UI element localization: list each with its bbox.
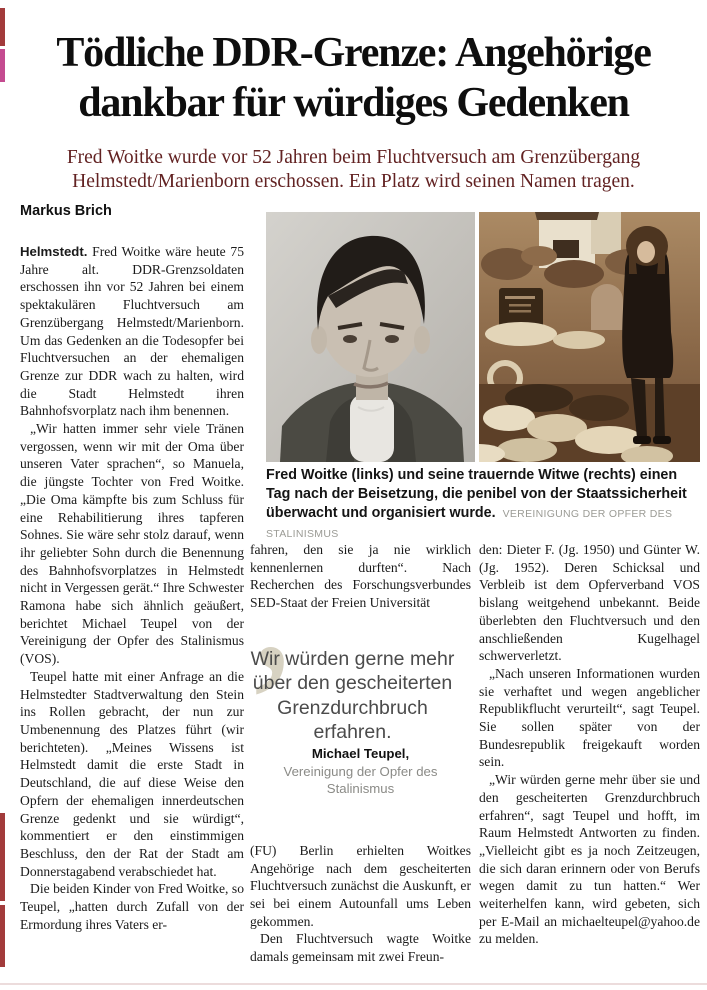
paragraph: (FU) Berlin erhielten Woitkes Angehörige nach dem gescheiterten Fluchtversuch zunächst die Auskunft, er sei bei einem Autounfall ums Leben gekommen. — [250, 842, 471, 929]
dateline: Helmstedt. — [20, 244, 88, 259]
edge-mark-magenta — [0, 49, 5, 82]
paragraph: fahren, den sie ja nie wirklich kennenlernen durften“. Nach Recherchen des Forschungsverbundes SED-Staat der Freien Universität — [250, 542, 471, 611]
article-column-2 — [250, 541, 471, 987]
byline: Markus Brich — [20, 203, 112, 219]
article-photo — [266, 212, 700, 462]
paragraph: Teupel hatte mit einer Anfrage an die Helmstedter Stadtverwaltung den Stein ins Rollen gebracht, der nun zur Umbenennung des Platzes führt (wir berichteten). „Meines Wissens ist Helmstedt damit die erste Stadt in Deutschland, die auf diese Weise den Opfern der ehemaligen innerdeutschen Grenze gedenkt und sie würdigt“, kommentiert er den einstimmigen Beschluss, den der Rat der Stadt am Donnerstagabend verabschiedet hat. — [20, 668, 244, 879]
photo-portrait-fred-woitke — [266, 212, 475, 462]
paragraph: den: Dieter F. (Jg. 1950) und Günter W. (Jg. 1952). Deren Schicksal und Verbleib ist dem Opferverband VOS bislang weitgehend unbekannt. Beide überlebten den Fluchtversuch und den anschließenden Kugelhagel schwerverletzt. — [479, 542, 700, 664]
article-column-1 — [20, 243, 244, 985]
paragraph-text: Fred Woitke wäre heute 75 Jahre alt. DDR-Grenzsoldaten erschossen ihn vor 52 Jahren bei einem spektakulären Fluchtversuch am Grenzübergang Helmstedt/Marienborn. Um das Gedenken an die Todesopfer bei Fluchtversuchen an der ehemaligen Grenze zur DDR wach zu halten, wird die Stadt Helmstedt ihren Bahnhofsvorplatz nach ihm benennen. — [20, 244, 244, 419]
edge-mark-red-top — [0, 8, 5, 46]
paragraph: Den Fluchtversuch wagte Woitke damals gemeinsam mit zwei Freun- — [250, 931, 471, 965]
paragraph: „Nach unseren Informationen wurden sie verhaftet und wegen angeblicher Republikflucht verurteilt“, sagt Teupel. Sie sollen später von der Bundesrepublik freigekauft worden sein. — [479, 665, 700, 770]
paragraph: „Wir hatten immer sehr viele Tränen vergossen, wenn wir mit der Oma über unseren Vater sprachen“, so Manuela, die jüngste Tochter von Fred Woitke. „Die Oma kämpfte bis zum Schluss für eine Rehabilitierung ihres tapferen Sohnes. Sie wäre sehr stolz darauf, wenn ihr geliebter Sohn durch die Benennung des Bahnhofsvorplatzes in Helmstedt nicht in Vergessen gerät.“ Ihre Schwester Ramona habe sich ähnlich geäußert, berichtet Michael Teupel von der Vereinigung der Opfer des Stalinismus (VOS). — [20, 421, 244, 667]
edge-mark-red-mid — [0, 813, 5, 901]
paragraph: „Wir würden gerne mehr über sie und den gescheiterten Grenzdurchbruch erfahren“, sagt Teupel und hofft, im Raum Helmstedt Antworten zu finden. „Vielleicht gibt es ja noch Zeitzeugen, die sich daran erinnern oder von Berufs wegen damit zu tun hatten.“ Wer weiterhelfen kann, wird gebeten, sich per E-Mail an michaelteupel@yahoo.de zu melden. — [479, 772, 700, 947]
pull-quote-text: Wir würden gerne mehr über den gescheiterten Grenzdurchbruch erfahren. — [250, 647, 455, 744]
photo-widow-at-grave — [479, 212, 700, 462]
article-column-3 — [479, 541, 700, 987]
paragraph: Die beiden Kinder von Fred Woitke, so Teupel, „hatten durch Zufall von der Ermordung ihres Vaters er- — [20, 881, 244, 932]
pull-quote-attribution: Michael Teupel, — [311, 745, 410, 761]
pull-quote — [250, 643, 471, 798]
photo-credit: VEREINIGUNG DER OPFER DES STALINISMUS — [266, 508, 673, 540]
caption-text: Fred Woitke (links) und seine trauernde Witwe (rechts) einen Tag nach der Beisetzung, die penibel von der Staatssicherheit überwacht und organisiert wurde. — [266, 467, 687, 521]
pull-quote-organization: Vereinigung der Opfer des Stalinismus — [283, 763, 438, 797]
subheadline: Fred Woitke wurde vor 52 Jahren beim Fluchtversuch am Grenzübergang Helmstedt/Marienborn erschossen. Ein Platz wird seinen Namen tragen. — [66, 147, 641, 192]
edge-mark-red-low — [0, 905, 5, 967]
paragraph — [20, 243, 244, 420]
photo-caption — [266, 466, 702, 544]
headline: Tödliche DDR-Grenze: Angehörige dankbar für würdiges Gedenken — [56, 30, 651, 126]
